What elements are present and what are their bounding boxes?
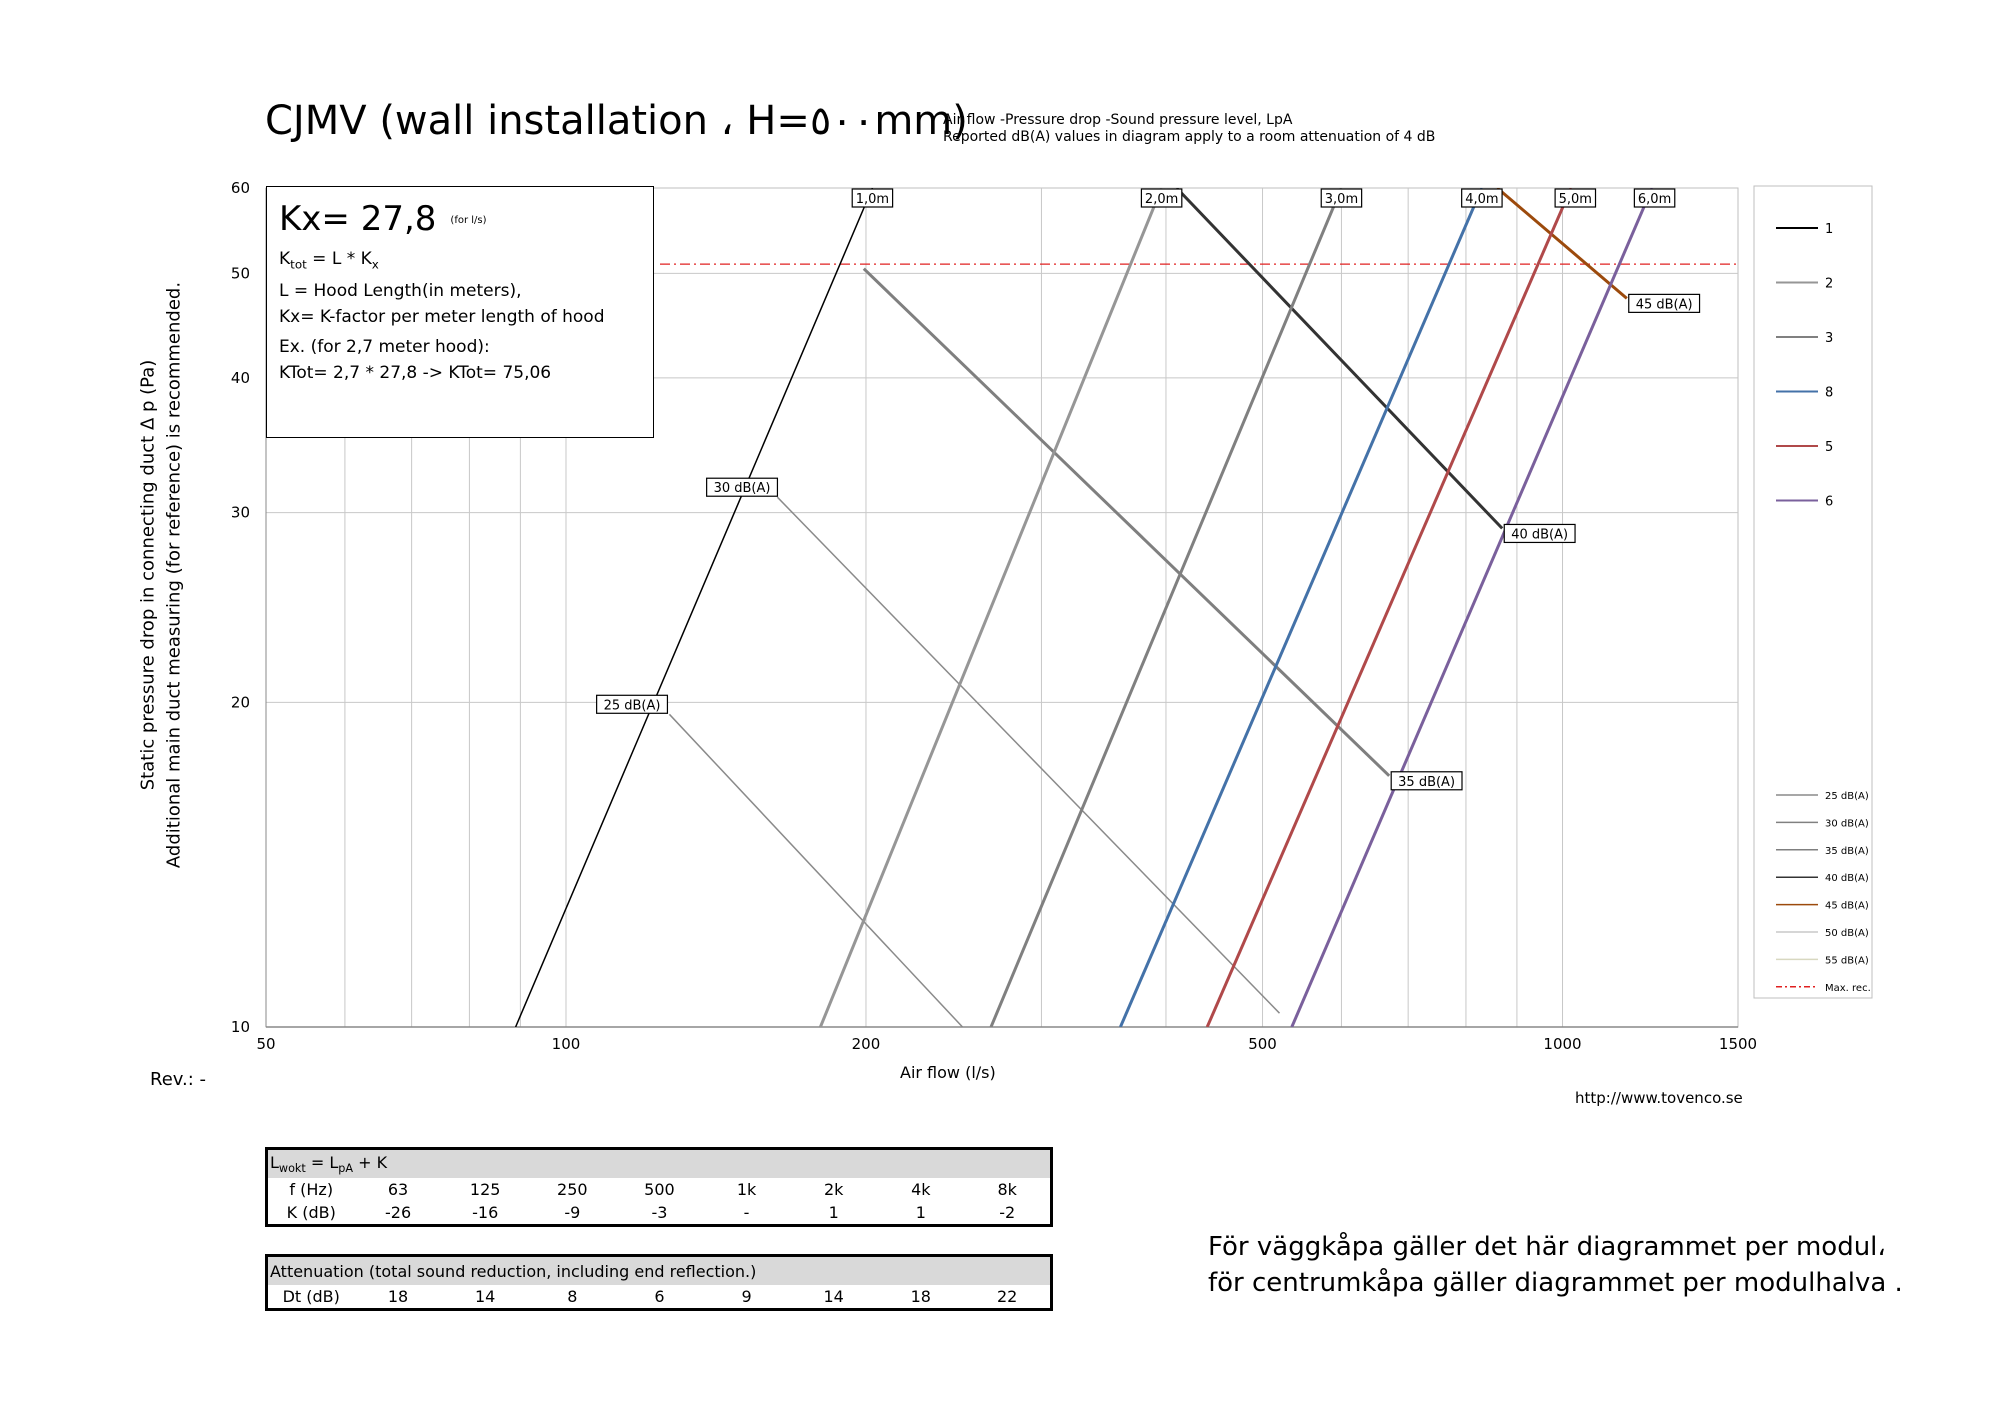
frequency-cell: 63: [387, 1180, 409, 1199]
y-axis-label: Static pressure drop in connecting duct Δ p (Pa): [137, 359, 159, 791]
legend-label: 3: [1825, 331, 1834, 346]
legend-label: 50 dB(A): [1825, 928, 1869, 939]
kx-value: Kx= 27,8: [279, 199, 437, 239]
y-tick-label: 60: [230, 179, 250, 197]
x-tick-label: 1500: [1718, 1035, 1758, 1053]
table2-header: Attenuation (total sound reduction, including end reflection.): [267, 1256, 1052, 1286]
frequency-cell: 1k: [736, 1180, 757, 1199]
frequency-cell: 250: [557, 1180, 588, 1199]
attenuation-table: [265, 1254, 1053, 1311]
legend-label: 30 dB(A): [1825, 818, 1869, 830]
frequency-cell: 4k: [911, 1180, 931, 1199]
ktot-formula: $K_{tot} = L * K_x$: [279, 249, 379, 272]
x-tick-label: 200: [851, 1035, 881, 1053]
k-value-cell: 1: [828, 1203, 839, 1222]
sound-label: 40 dB(A): [1511, 527, 1569, 543]
kx-unit: (for l/s): [450, 215, 487, 226]
table-row: [267, 1201, 1052, 1226]
revision-label: Rev.: -: [150, 1069, 207, 1090]
legend-label: 25 dB(A): [1825, 791, 1869, 802]
length-label: 6,0m: [1637, 192, 1672, 207]
attenuation-cell: 9: [741, 1287, 752, 1306]
kbox-line-2: Kx= K-factor per meter length of hood: [279, 307, 605, 328]
legend-label: 1: [1825, 222, 1834, 237]
y-tick-label: 10: [230, 1018, 250, 1036]
y-axis-label-note: Additional main duct measuring (for reference) is recommended.: [163, 281, 185, 869]
k-value-cell: -: [743, 1203, 750, 1222]
attenuation-cell: 6: [654, 1287, 665, 1306]
y-tick-label: 40: [230, 368, 250, 387]
k-value-cell: -3: [651, 1203, 668, 1222]
note-line-1: För väggkåpa gäller det här diagrammet per modul،: [1208, 1232, 1886, 1262]
legend-label: Max. rec.: [1825, 982, 1871, 994]
sound-label: 25 dB(A): [603, 698, 661, 714]
kbox-line-4: KTot= 2,7 * 27,8 -> KTot= 75,06: [279, 363, 552, 384]
website-link[interactable]: http://www.tovenco.se: [1575, 1089, 1743, 1107]
row-label: K (dB): [286, 1203, 336, 1222]
chart-title: CJMV (wall installation ، H=٥٠٠mm): [265, 98, 968, 144]
length-label: 1,0m: [855, 192, 890, 207]
sound-label: 35 dB(A): [1398, 774, 1456, 790]
length-label: 5,0m: [1558, 192, 1592, 207]
x-tick-label: 100: [551, 1035, 581, 1053]
frequency-cell: 500: [644, 1180, 675, 1199]
k-value-cell: -16: [472, 1203, 499, 1222]
row-label: Dt (dB): [282, 1287, 340, 1306]
length-label: 2,0m: [1144, 192, 1179, 207]
k-value-cell: -9: [564, 1203, 581, 1222]
kbox-line-3: Ex. (for 2,7 meter hood):: [279, 337, 490, 358]
k-value-cell: 1: [915, 1203, 926, 1222]
legend-label: 8: [1825, 385, 1834, 401]
legend-label: 5: [1825, 440, 1834, 455]
y-tick-label: 50: [230, 264, 250, 283]
x-tick-label: 1000: [1543, 1035, 1582, 1053]
legend-label: 35 dB(A): [1825, 845, 1869, 857]
table-row: [267, 1285, 1052, 1310]
frequency-cell: 125: [469, 1180, 501, 1199]
length-label: 4,0m: [1465, 192, 1499, 207]
legend-label: 45 dB(A): [1825, 900, 1869, 912]
chart-subtitle-note: Reported dB(A) values in diagram apply to a room attenuation of 4 dB: [943, 129, 1436, 145]
attenuation-cell: 14: [823, 1287, 844, 1306]
sound-correction-table: [265, 1147, 1053, 1227]
k-factor-box: [266, 186, 654, 438]
legend-label: 55 dB(A): [1825, 955, 1869, 967]
sound-label: 30 dB(A): [713, 481, 771, 497]
note-line-2: för centrumkåpa gäller diagrammet per modulhalva .: [1208, 1268, 1903, 1298]
frequency-cell: 2k: [823, 1180, 844, 1199]
sound-label: 45 dB(A): [1635, 297, 1693, 313]
table1-header: $L_{wokt} = L_{pA} + K$: [267, 1149, 1052, 1179]
legend-label: 2: [1825, 276, 1834, 292]
row-label: f (Hz): [289, 1180, 334, 1199]
y-tick-label: 30: [230, 503, 250, 522]
table-row: [267, 1178, 1052, 1201]
length-label: 3,0m: [1324, 192, 1359, 207]
attenuation-cell: 18: [910, 1287, 931, 1306]
kbox-line-1: L = Hood Length(in meters),: [279, 281, 522, 302]
attenuation-cell: 22: [997, 1287, 1018, 1306]
x-axis-label: Air flow (l/s): [900, 1063, 996, 1082]
frequency-cell: 8k: [997, 1180, 1017, 1199]
k-value-cell: -26: [384, 1203, 412, 1222]
y-tick-label: 20: [230, 693, 250, 712]
legend-label: 6: [1825, 494, 1834, 510]
x-tick-label: 500: [1248, 1035, 1277, 1053]
attenuation-cell: 14: [475, 1287, 496, 1306]
legend-label: 40 dB(A): [1825, 873, 1869, 885]
attenuation-cell: 8: [567, 1287, 578, 1306]
k-value-cell: -2: [999, 1203, 1016, 1222]
chart-subtitle: Air flow -Pressure drop -Sound pressure level, LpA: [943, 112, 1293, 128]
attenuation-cell: 18: [387, 1287, 409, 1306]
x-tick-label: 50: [256, 1035, 276, 1053]
